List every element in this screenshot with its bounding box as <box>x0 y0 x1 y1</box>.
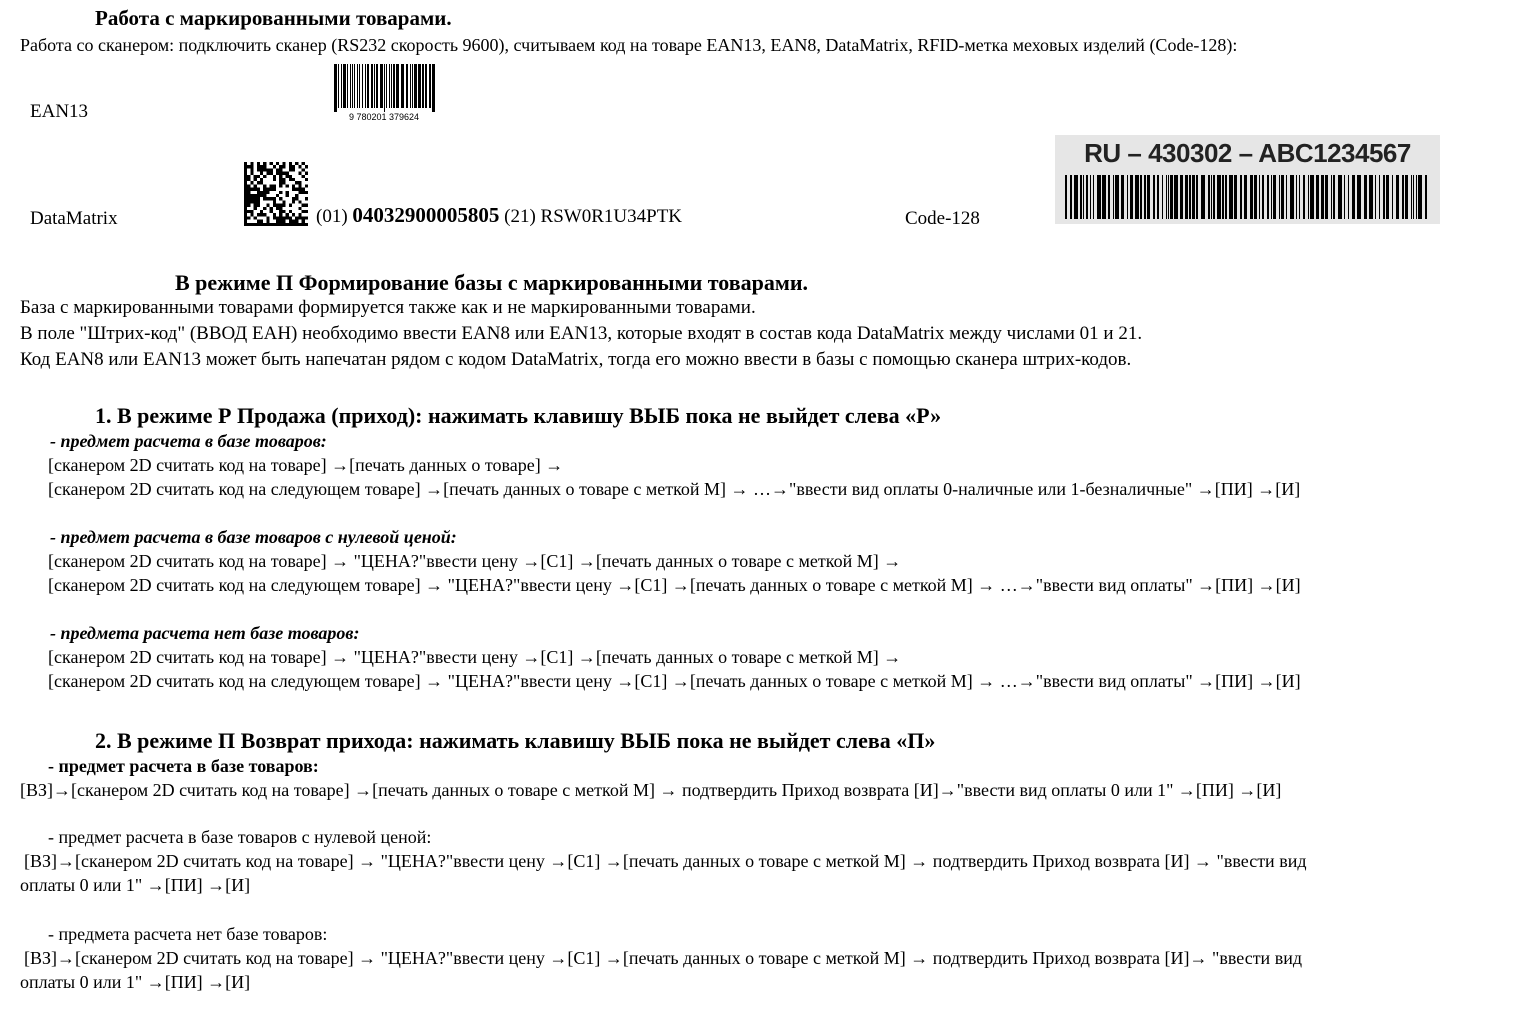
intro-text: Работа со сканером: подключить сканер (RS232 скорость 9600), считываем код на товаре EAN13, EAN8, DataMatrix, RFID-метка меховых изделий (Code-128): <box>20 35 1238 55</box>
mode-r-case1-title: - предмет расчета в базе товаров: <box>50 431 327 451</box>
mode-r-heading: 1. В режиме Р Продажа (приход): нажимать клавишу ВЫБ пока не выйдет слева «Р» <box>95 403 942 428</box>
mode-r-case2-line1: [сканером 2D считать код на товаре] → "ЦЕНА?"ввести цену →[С1] →[печать данных о товаре с меткой М] → <box>48 551 902 571</box>
document-title: Работа с маркированными товарами. <box>95 6 452 30</box>
code128-text: RU – 430302 – ABC1234567 <box>1084 138 1411 168</box>
datamatrix-label: DataMatrix <box>30 208 118 229</box>
mode-p-return-case2-line1: [ВЗ]→[сканером 2D считать код на товаре] → "ЦЕНА?"ввести цену →[С1] →[печать данных о товаре с меткой М] → подтвердить Приход возврата [И] → "ввести вид <box>24 851 1307 871</box>
mode-r-case3-title: - предмета расчета нет базе товаров: <box>50 623 360 643</box>
mode-p-return-case3-line2: оплаты 0 или 1" →[ПИ] →[И] <box>20 972 251 992</box>
code128-label: Code-128 <box>905 208 980 229</box>
section-p-line-1: База с маркированными товарами формируется также как и не маркированными товарами. <box>20 297 756 318</box>
code128-label-image <box>1055 135 1440 224</box>
mode-p-return-case2-title: - предмет расчета в базе товаров с нулевой ценой: <box>48 827 432 847</box>
datamatrix-gtin: 04032900005805 <box>352 203 500 227</box>
mode-r-case1-line2: [сканером 2D считать код на следующем товаре] →[печать данных о товаре с меткой М] → …→"ввести вид оплаты 0-наличные или 1-безналичные" →[ПИ] →[И] <box>48 479 1301 499</box>
mode-p-return-heading: 2. В режиме П Возврат прихода: нажимать клавишу ВЫБ пока не выйдет слева «П» <box>95 728 936 753</box>
section-p-line-2: В поле "Штрих-код" (ВВОД ЕАН) необходимо ввести EAN8 или EAN13, которые входят в состав кода DataMatrix между числами 01 и 21. <box>20 323 1143 344</box>
ean13-digits: 9 780201 379624 <box>348 112 420 122</box>
mode-r-case2-line2: [сканером 2D считать код на следующем товаре] → "ЦЕНА?"ввести цену →[С1] →[печать данных о товаре с меткой М] → …→"ввести вид оплаты" →[ПИ] →[И] <box>48 575 1301 595</box>
mode-r-case1-line1: [сканером 2D считать код на товаре] →[печать данных о товаре] → <box>48 455 564 475</box>
ean13-label: EAN13 <box>30 101 89 122</box>
mode-r-case2-title: - предмет расчета в базе товаров с нулевой ценой: <box>50 527 457 547</box>
mode-p-return-case3-line1: [ВЗ]→[сканером 2D считать код на товаре] → "ЦЕНА?"ввести цену →[С1] →[печать данных о товаре с меткой М] → подтвердить Приход возврата [И]→ "ввести вид <box>24 948 1302 968</box>
mode-p-return-case3-title: - предмета расчета нет базе товаров: <box>48 924 328 944</box>
code128-barcode <box>1063 175 1433 219</box>
datamatrix-serial: (21) RSW0R1U34PTK <box>504 206 683 227</box>
datamatrix-decoded <box>316 203 682 228</box>
datamatrix-code-image <box>244 162 308 226</box>
section-p-line-3: Код EAN8 или EAN13 может быть напечатан рядом с кодом DataMatrix, тогда его можно ввести в базы с помощью сканера штрих-кодов. <box>20 349 1132 370</box>
mode-p-return-case1-title: - предмет расчета в базе товаров: <box>48 756 319 776</box>
mode-r-case3-line2: [сканером 2D считать код на следующем товаре] → "ЦЕНА?"ввести цену →[С1] →[печать данных о товаре с меткой М] → …→"ввести вид оплаты" →[ПИ] →[И] <box>48 671 1301 691</box>
mode-p-return-case1-line1: [ВЗ]→[сканером 2D считать код на товаре] →[печать данных о товаре с меткой М] → подтвердить Приход возврата [И]→"ввести вид оплаты 0 или 1" →[ПИ] →[И] <box>20 780 1282 800</box>
ean13-barcode-image <box>330 64 438 122</box>
mode-r-case3-line1: [сканером 2D считать код на товаре] → "ЦЕНА?"ввести цену →[С1] →[печать данных о товаре с меткой М] → <box>48 647 902 667</box>
datamatrix-ai-01: (01) <box>316 206 348 227</box>
mode-p-return-case2-line2: оплаты 0 или 1" →[ПИ] →[И] <box>20 875 251 895</box>
section-p-heading: В режиме П Формирование базы с маркированными товарами. <box>175 270 809 295</box>
